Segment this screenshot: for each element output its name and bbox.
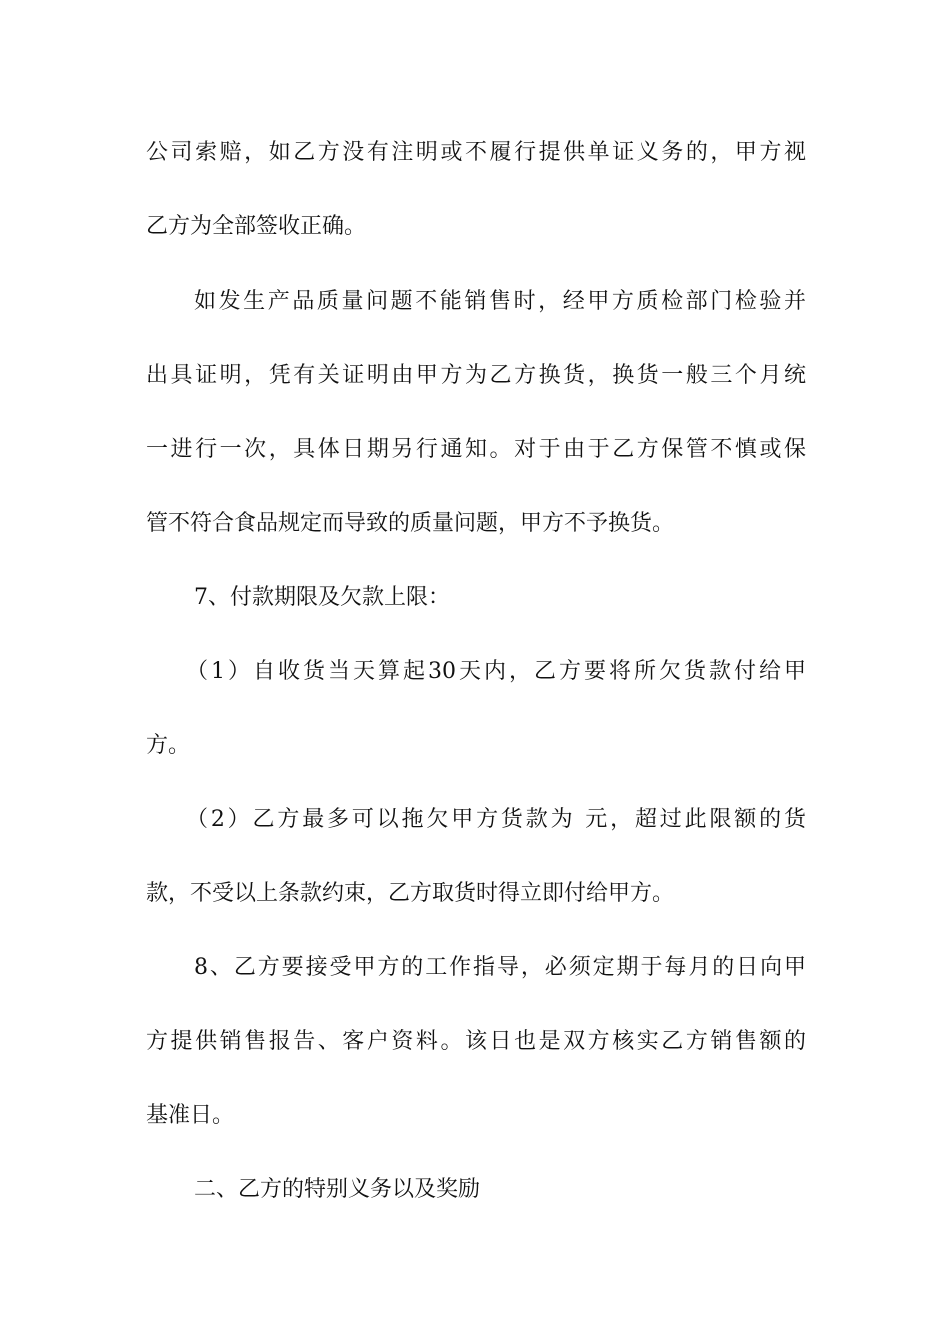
text-line-1: 公司索赔，如乙方没有注明或不履行提供单证义务的，甲方视 (146, 140, 806, 165)
text-line-10: （2）乙方最多可以拖欠甲方货款为 元，超过此限额的货 (186, 807, 806, 832)
text-line-2: 乙方为全部签收正确。 (146, 214, 367, 239)
text-line-14: 基准日。 (146, 1103, 235, 1128)
text-line-8: （1）自收货当天算起30天内，乙方要将所欠货款付给甲 (186, 659, 806, 684)
text-line-5: 一进行一次，具体日期另行通知。对于由于乙方保管不慎或保 (146, 437, 806, 462)
text-line-15: 二、乙方的特别义务以及奖励 (194, 1177, 481, 1202)
text-line-9: 方。 (146, 733, 191, 758)
text-line-3: 如发生产品质量问题不能销售时，经甲方质检部门检验并 (194, 289, 806, 314)
text-line-12: 8、乙方要接受甲方的工作指导，必须定期于每月的日向甲 (194, 955, 806, 980)
text-line-7: 7、付款期限及欠款上限： (194, 585, 450, 610)
text-line-11: 款，不受以上条款约束，乙方取货时得立即付给甲方。 (146, 881, 675, 906)
text-line-13: 方提供销售报告、客户资料。该日也是双方核实乙方销售额的 (146, 1029, 806, 1054)
text-line-6: 管不符合食品规定而导致的质量问题，甲方不予换货。 (146, 511, 675, 536)
text-line-4: 出具证明，凭有关证明由甲方为乙方换货，换货一般三个月统 (146, 363, 806, 388)
